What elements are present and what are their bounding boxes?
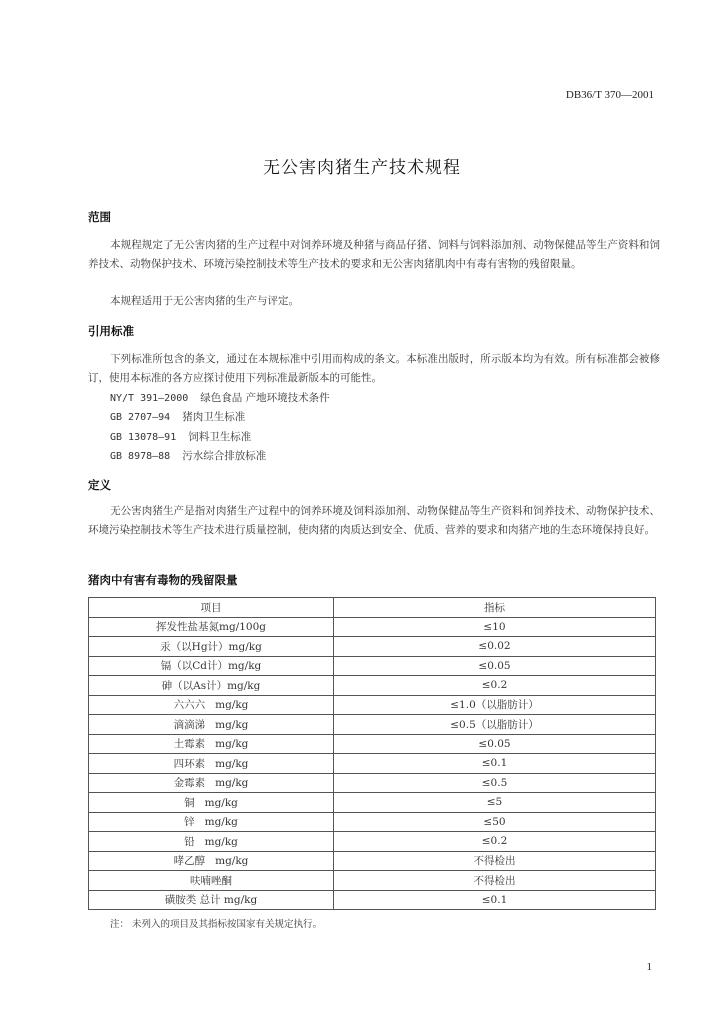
cell-limit: ≤10 [334,617,656,637]
cell-limit: ≤0.05 [334,734,656,754]
table-row [89,890,656,910]
scope-paragraph-1 [88,236,660,273]
reference-code: GB 2707—94 [110,412,171,424]
cell-limit: ≤5 [334,793,656,813]
table-row [89,695,656,715]
page-number: 1 [646,961,652,973]
scope-text-1: 本规程规定了无公害肉猪的生产过程中对饲养环境及种猪与商品仔猪、饲料与饲料添加剂、动物保健品等生产资料和饲养技术、动物保护技术、环境污染控制技术等生产技术的要求和无公害肉猪肌肉中有毒有害物的残留限量。 [88,239,660,270]
cell-limit: ≤0.5 [334,773,656,793]
cell-item: 锌 mg/kg [89,812,334,832]
document-title: 无公害肉猪生产技术规程 [263,158,461,178]
cell-item: 挥发性盐基氮mg/100g [89,617,334,637]
standard-code: DB36/T 370—2001 [565,89,654,101]
reference-code: GB 13078—91 [110,431,177,443]
cell-item: 滴滴涕 mg/kg [89,715,334,735]
cell-item: 汞（以Hg计）mg/kg [89,637,334,657]
reference-list [110,389,330,466]
scope-text-2: 本规程适用于无公害肉猪的生产与评定。 [110,295,299,307]
reference-item [110,408,330,427]
cell-item: 铜 mg/kg [89,793,334,813]
table-header-row [89,598,656,618]
cell-item: 土霉素 mg/kg [89,734,334,754]
section-heading-residue: 猪肉中有害有毒物的残留限量 [88,573,238,587]
column-header-item: 项目 [89,598,334,618]
cell-item: 六六六 mg/kg [89,695,334,715]
table-row [89,715,656,735]
table-note: 注： 未列入的项目及其指标按国家有关规定执行。 [110,919,323,930]
table-row [89,637,656,657]
cell-limit: ≤1.0（以脂肪计） [334,695,656,715]
table-row [89,812,656,832]
table-row [89,832,656,852]
table-row [89,773,656,793]
definition-text: 无公害肉猪生产是指对肉猪生产过程中的饲养环境及饲料添加剂、动物保健品等生产资料和饲养技术、动物保护技术、环境污染控制技术等生产技术进行质量控制，使肉猪的肉质达到安全、优质、营养的要求和肉猪产地的生态环境保持良好。 [88,505,660,536]
reference-name: 绿色食品 产地环境技术条件 [200,392,330,404]
cell-limit: ≤0.1 [334,890,656,910]
section-heading-scope: 范围 [88,210,111,224]
cell-limit: ≤0.05 [334,656,656,676]
definition-paragraph [88,502,660,539]
column-header-limit: 指标 [334,598,656,618]
cell-item: 呋喃唑酮 [89,871,334,891]
table-row [89,754,656,774]
table-row [89,676,656,696]
table-row [89,871,656,891]
reference-code: NY/T 391—2000 [110,393,189,404]
cell-limit: ≤0.02 [334,637,656,657]
cell-item: 磺胺类 总计 mg/kg [89,890,334,910]
reference-item [110,428,330,447]
reference-item [110,389,330,408]
scope-paragraph-2 [88,292,660,311]
table-row [89,656,656,676]
cell-item: 铅 mg/kg [89,832,334,852]
cell-limit: ≤50 [334,812,656,832]
cell-limit: 不得检出 [334,851,656,871]
table-row [89,793,656,813]
cell-limit: 不得检出 [334,871,656,891]
cell-item: 砷（以As计）mg/kg [89,676,334,696]
cell-limit: ≤0.2 [334,676,656,696]
table-row [89,851,656,871]
cell-item: 金霉素 mg/kg [89,773,334,793]
table-row [89,617,656,637]
references-paragraph [88,350,660,387]
cell-item: 哮乙醇 mg/kg [89,851,334,871]
cell-item: 镉（以Cd计）mg/kg [89,656,334,676]
cell-limit: ≤0.1 [334,754,656,774]
section-heading-definition: 定义 [88,478,111,492]
reference-name: 污水综合排放标准 [182,449,267,462]
reference-item [110,447,330,466]
reference-name: 猪肉卫生标准 [182,411,246,424]
cell-limit: ≤0.2 [334,832,656,852]
table-row [89,734,656,754]
references-text: 下列标准所包含的条文，通过在本规标准中引用而构成的条文。本标准出版时，所示版本均为有效。所有标准都会被修订，使用本标准的各方应探讨使用下列标准最新版本的可能性。 [88,353,660,384]
cell-item: 四环素 mg/kg [89,754,334,774]
section-heading-references: 引用标准 [88,324,134,338]
reference-code: GB 8978—88 [110,450,171,462]
reference-name: 饲料卫生标准 [188,430,252,443]
cell-limit: ≤0.5（以脂肪计） [334,715,656,735]
residue-limits-table [88,597,656,910]
